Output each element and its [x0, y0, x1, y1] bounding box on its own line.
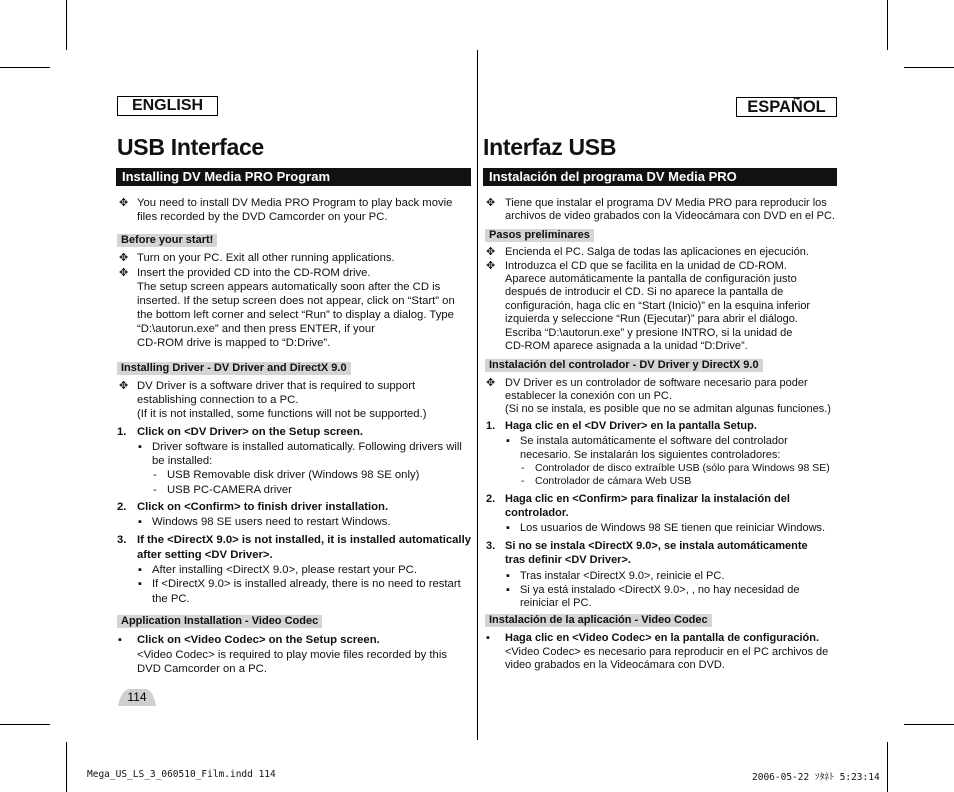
- step-1-detail: Driver software is installed automatically. Following drivers will: [152, 441, 462, 453]
- square-bullet-icon: ▪: [506, 522, 510, 534]
- before-item: Encienda el PC. Salga de todas las aplicaciones en ejecución.: [505, 246, 809, 258]
- before-item: The setup screen appears automatically soon after the CD is: [137, 281, 441, 293]
- footer-timestamp: 2006-05-22 ｿﾀﾈﾄ 5:23:14: [752, 772, 880, 783]
- crop-mark: [904, 724, 954, 725]
- square-bullet-icon: ▪: [138, 516, 142, 528]
- step-number: 1.: [486, 420, 496, 432]
- driver-item: Controlador de disco extraíble USB (sólo para Windows 98 SE): [535, 462, 830, 474]
- step-1: Click on <DV Driver> on the Setup screen.: [137, 426, 364, 438]
- step-1-detail: necesario. Se instalarán los siguientes controladores:: [520, 449, 781, 461]
- before-item: Turn on your PC. Exit all other running applications.: [137, 252, 395, 264]
- square-bullet-icon: ▪: [118, 634, 122, 646]
- intro-line: Tiene que instalar el programa DV Media PRO para reproducir los: [505, 197, 827, 209]
- before-item: CD-ROM aparece asignada a la unidad “D:Drive”.: [505, 340, 748, 352]
- app-label: Application Installation - Video Codec: [117, 615, 322, 628]
- app-text: <Video Codec> is required to play movie files recorded by this: [137, 649, 447, 661]
- step-3: after setting <DV Driver>.: [137, 549, 273, 561]
- before-item: inserted. If the setup screen does not appear, click on “Start” on: [137, 295, 455, 307]
- app-step: Click on <Video Codec> on the Setup screen.: [137, 634, 380, 646]
- driver-label: Installing Driver - DV Driver and DirectX 9.0: [117, 362, 351, 375]
- section-bar-english: Installing DV Media PRO Program: [116, 168, 471, 186]
- step-3-detail: Tras instalar <DirectX 9.0>, reinicie el PC.: [520, 570, 725, 582]
- app-text: <Video Codec> es necesario para reproducir en el PC archivos de: [505, 646, 829, 658]
- step-2-detail: Windows 98 SE users need to restart Windows.: [152, 516, 391, 528]
- step-3-detail: Si ya está instalado <DirectX 9.0>, , no hay necesidad de: [520, 584, 800, 596]
- step-1: Haga clic en el <DV Driver> en la pantalla Setup.: [505, 420, 757, 432]
- driver-item: USB Removable disk driver (Windows 98 SE only): [167, 469, 420, 481]
- step-3-detail: reiniciar el PC.: [520, 597, 592, 609]
- driver-intro: (If it is not installed, some functions will not be supported.): [137, 408, 427, 420]
- before-item: Insert the provided CD into the CD-ROM drive.: [137, 267, 371, 279]
- driver-intro: establecer la conexión con un PC.: [505, 390, 672, 402]
- dash: -: [153, 484, 157, 496]
- app-label: Instalación de la aplicación - Video Codec: [485, 614, 712, 627]
- diamond-bullet-icon: ✥: [486, 260, 496, 272]
- step-2-detail: Los usuarios de Windows 98 SE tienen que reiniciar Windows.: [520, 522, 826, 534]
- driver-intro: (Si no se instala, es posible que no se admitan algunas funciones.): [505, 403, 831, 415]
- driver-intro: DV Driver es un controlador de software necesario para poder: [505, 377, 808, 389]
- step-1-detail: be installed:: [152, 455, 213, 467]
- crop-mark: [0, 67, 50, 68]
- before-item: Introduzca el CD que se facilita en la unidad de CD-ROM.: [505, 260, 787, 272]
- driver-item: Controlador de cámara Web USB: [535, 475, 692, 487]
- square-bullet-icon: ▪: [138, 441, 142, 453]
- diamond-bullet-icon: ✥: [486, 246, 496, 258]
- crop-mark: [887, 0, 888, 50]
- diamond-bullet-icon: ✥: [119, 252, 129, 264]
- app-text: video grabados en la Videocámara con DVD.: [505, 659, 725, 671]
- dash: -: [521, 475, 525, 487]
- step-3-detail: the PC.: [152, 593, 190, 605]
- intro-line: files recorded by the DVD Camcorder on your PC.: [137, 211, 388, 223]
- dash: -: [153, 469, 157, 481]
- step-2: Click on <Confirm> to finish driver installation.: [137, 501, 389, 513]
- before-start-label: Before your start!: [117, 234, 217, 247]
- diamond-bullet-icon: ✥: [119, 267, 129, 279]
- before-item: “D:\autorun.exe” and then press ENTER, if your: [137, 323, 375, 335]
- app-text: DVD Camcorder on a PC.: [137, 663, 267, 675]
- footer-file-info: Mega_US_LS_3_060510_Film.indd 114: [87, 769, 276, 780]
- step-number: 2.: [117, 501, 127, 513]
- crop-mark: [66, 0, 67, 50]
- dash: -: [521, 462, 525, 474]
- step-3-detail: After installing <DirectX 9.0>, please restart your PC.: [152, 564, 417, 576]
- driver-item: USB PC-CAMERA driver: [167, 484, 292, 496]
- before-item: CD-ROM drive is mapped to “D:Drive”.: [137, 337, 331, 349]
- step-number: 3.: [486, 540, 496, 552]
- page-title-spanish: Interfaz USB: [483, 134, 617, 160]
- crop-mark: [904, 67, 954, 68]
- intro-line: archivos de video grabados con la Videocámara con DVD en el PC.: [505, 210, 835, 222]
- before-item: Aparece automáticamente la pantalla de configuración justo: [505, 273, 797, 285]
- step-number: 2.: [486, 493, 496, 505]
- page-title-english: USB Interface: [117, 134, 264, 160]
- crop-mark: [66, 742, 67, 792]
- square-bullet-icon: ▪: [506, 435, 510, 447]
- step-number: 3.: [117, 534, 127, 546]
- step-number: 1.: [117, 426, 127, 438]
- diamond-bullet-icon: ✥: [119, 380, 129, 392]
- step-3: Si no se instala <DirectX 9.0>, se instala automáticamente: [505, 540, 808, 552]
- step-3-detail: If <DirectX 9.0> is installed already, there is no need to restart: [152, 578, 461, 590]
- step-3: tras definir <DV Driver>.: [505, 554, 631, 566]
- square-bullet-icon: ▪: [506, 584, 510, 596]
- before-item: izquierda y seleccione “Run (Ejecutar)” para abrir el diálogo.: [505, 313, 798, 325]
- step-2: Haga clic en <Confirm> para finalizar la instalación del: [505, 493, 790, 505]
- square-bullet-icon: ▪: [486, 632, 490, 644]
- intro-line: You need to install DV Media PRO Program to play back movie: [137, 197, 453, 209]
- diamond-bullet-icon: ✥: [486, 197, 496, 209]
- before-item: Escriba “D:\autorun.exe” y presione INTRO, si la unidad de: [505, 327, 793, 339]
- square-bullet-icon: ▪: [506, 570, 510, 582]
- step-3: If the <DirectX 9.0> is not installed, it is installed automatically: [137, 534, 471, 546]
- app-step: Haga clic en <Video Codec> en la pantalla de configuración.: [505, 632, 819, 644]
- before-item: después de introducir el CD. Si no aparece la pantalla de: [505, 286, 784, 298]
- section-bar-spanish: Instalación del programa DV Media PRO: [483, 168, 837, 186]
- step-2: controlador.: [505, 507, 569, 519]
- english-label: ENGLISH: [117, 96, 218, 116]
- before-item: configuración, haga clic en “Start (Inicio)” en la esquina inferior: [505, 300, 811, 312]
- diamond-bullet-icon: ✥: [119, 197, 129, 209]
- driver-intro: establishing connection to a PC.: [137, 394, 299, 406]
- step-1-detail: Se instala automáticamente el software del controlador: [520, 435, 788, 447]
- column-divider: [477, 50, 478, 740]
- espanol-label: ESPAÑOL: [736, 97, 837, 117]
- before-item: the bottom left corner and select “Run” to display a dialog. Type: [137, 309, 454, 321]
- square-bullet-icon: ▪: [138, 564, 142, 576]
- driver-label: Instalación del controlador - DV Driver y DirectX 9.0: [485, 359, 763, 372]
- page-number: 114: [127, 690, 147, 704]
- before-start-label: Pasos preliminares: [485, 229, 594, 242]
- crop-mark: [0, 724, 50, 725]
- square-bullet-icon: ▪: [138, 578, 142, 590]
- diamond-bullet-icon: ✥: [486, 377, 496, 389]
- crop-mark: [887, 742, 888, 792]
- driver-intro: DV Driver is a software driver that is required to support: [137, 380, 416, 392]
